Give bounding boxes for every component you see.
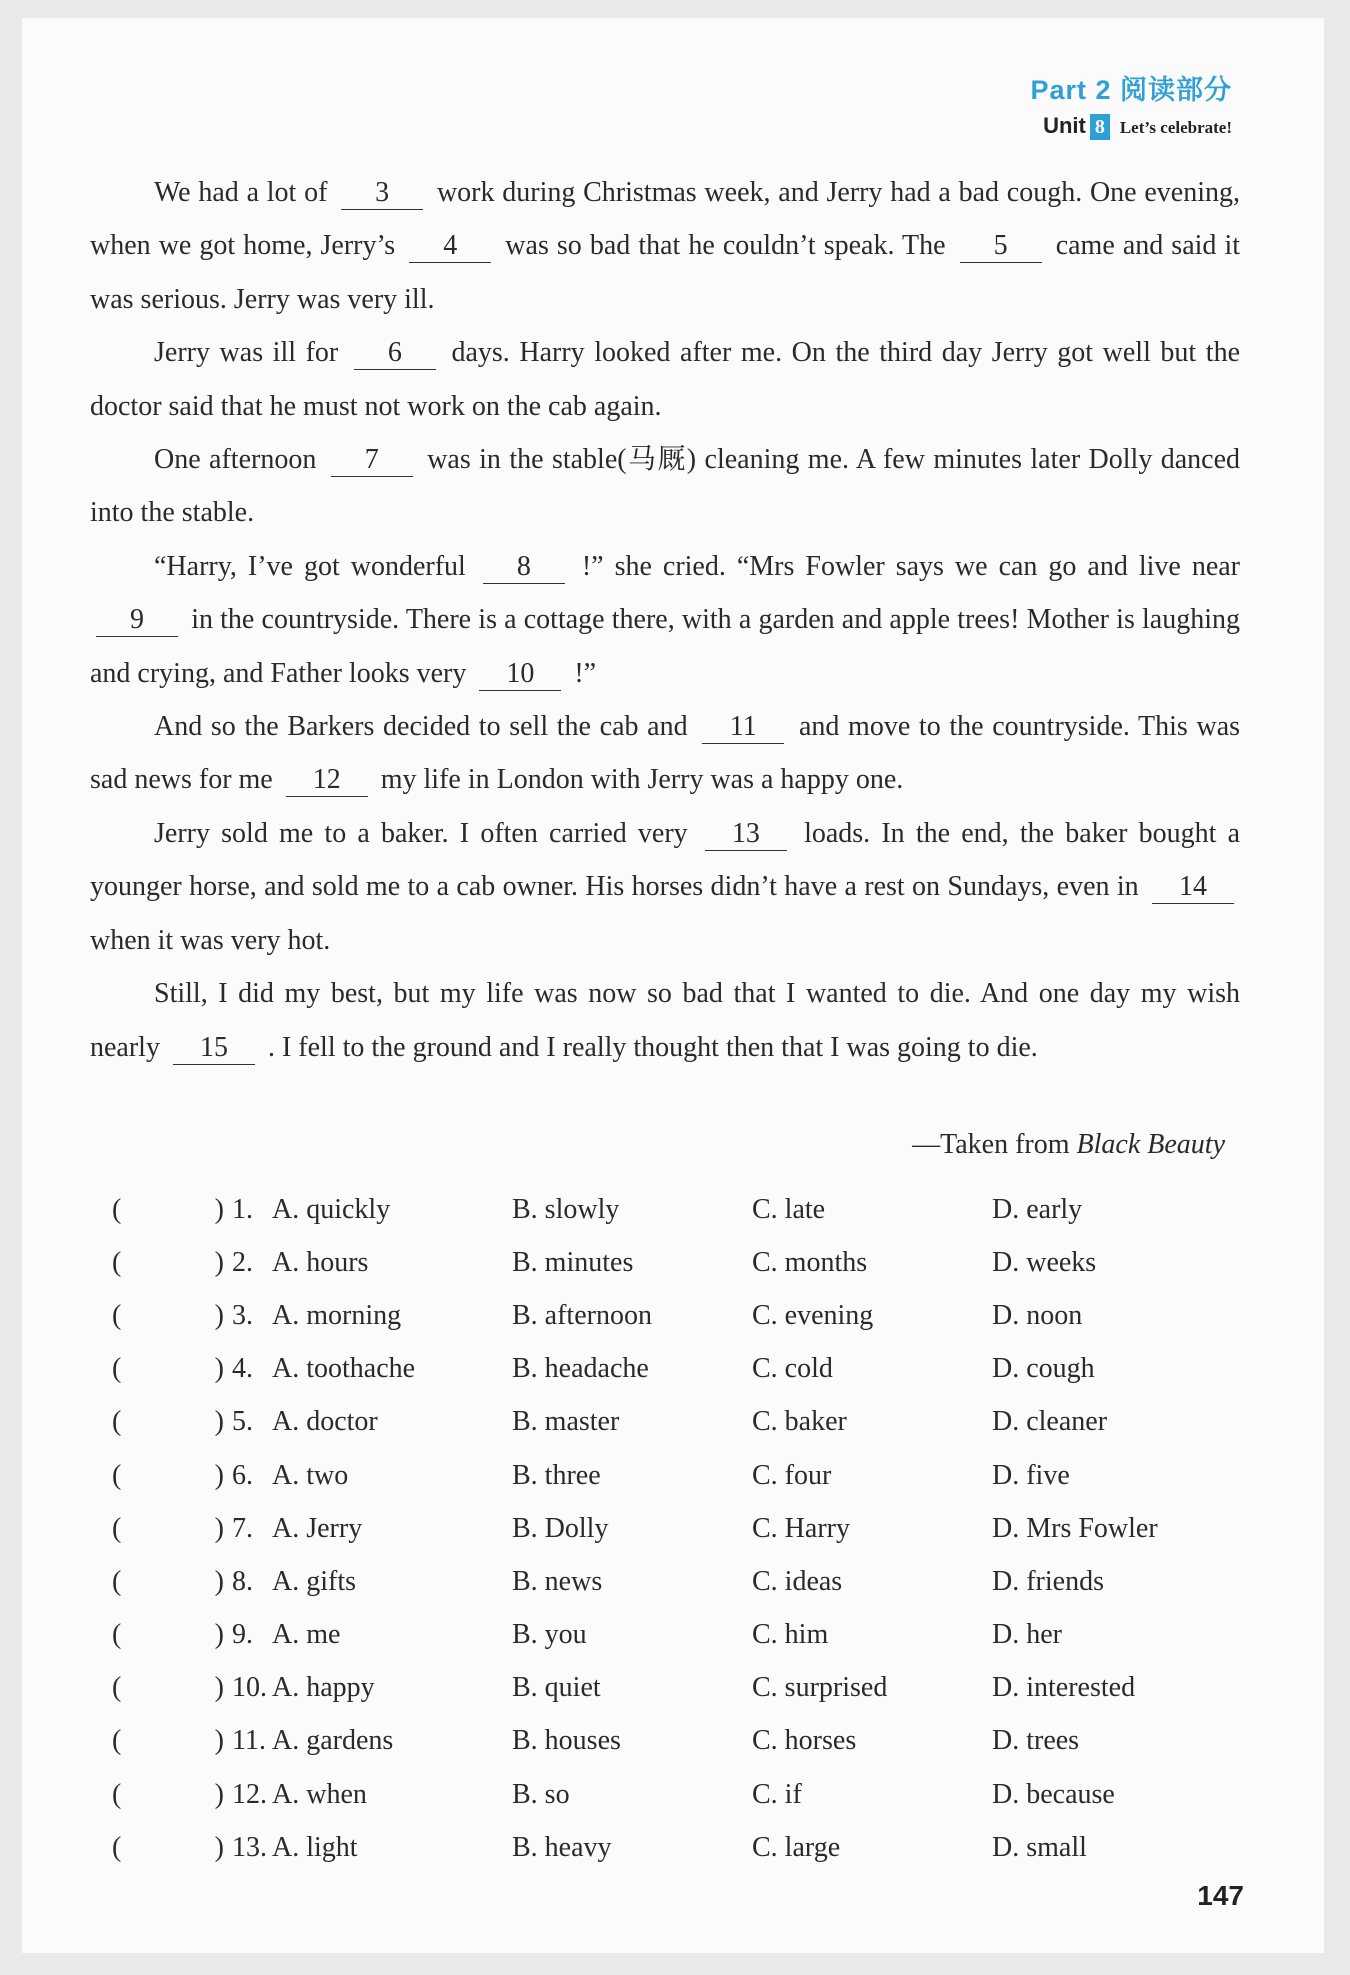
option-a: A. two bbox=[272, 1459, 349, 1491]
option-a: A. gifts bbox=[272, 1565, 356, 1597]
option-d: D. because bbox=[992, 1778, 1115, 1810]
option-b: B. minutes bbox=[512, 1246, 634, 1278]
unit-number-badge: 8 bbox=[1090, 114, 1110, 140]
question-number: 8. bbox=[232, 1565, 253, 1597]
source-prefix: —Taken from bbox=[912, 1129, 1070, 1160]
answer-blank: 14 bbox=[1152, 871, 1234, 904]
option-c: C. surprised bbox=[752, 1672, 888, 1704]
passage-text: days. Harry looked after me. On the third day Jerry got well but the doctor said that he must not work on the cab again. bbox=[90, 337, 1241, 422]
option-d: D. friends bbox=[992, 1565, 1104, 1597]
passage-text: and move to the countryside. This was sad news for me bbox=[90, 711, 1241, 796]
option-c: C. four bbox=[752, 1459, 832, 1491]
question-number: 2. bbox=[232, 1246, 253, 1278]
option-a: A. when bbox=[272, 1778, 367, 1810]
option-b: B. master bbox=[512, 1406, 620, 1438]
passage-paragraph bbox=[90, 540, 1240, 700]
passage-text: “Harry, I’ve got wonderful bbox=[154, 550, 466, 582]
question-row bbox=[112, 1396, 1252, 1449]
answer-bracket[interactable]: ( ) bbox=[112, 1725, 224, 1757]
reading-passage bbox=[90, 166, 1240, 1074]
passage-text: came and said it was serious. Jerry was very ill. bbox=[90, 230, 1241, 315]
answer-blank: 6 bbox=[354, 337, 436, 370]
question-row bbox=[112, 1183, 1252, 1236]
passage-text: Jerry sold me to a baker. I often carried very bbox=[154, 817, 688, 849]
question-number: 1. bbox=[232, 1193, 253, 1225]
option-a: A. morning bbox=[272, 1299, 402, 1331]
answer-bracket[interactable]: ( ) bbox=[112, 1565, 224, 1597]
question-row bbox=[112, 1662, 1252, 1715]
answer-bracket[interactable]: ( ) bbox=[112, 1619, 224, 1651]
unit-title: Let’s celebrate! bbox=[1119, 118, 1232, 137]
question-number: 4. bbox=[232, 1353, 253, 1385]
passage-text: Jerry was ill for bbox=[154, 337, 339, 369]
answer-blank: 7 bbox=[331, 444, 413, 477]
option-a: A. Jerry bbox=[272, 1512, 363, 1544]
question-number: 12. bbox=[232, 1778, 267, 1810]
question-row bbox=[112, 1343, 1252, 1396]
option-d: D. early bbox=[992, 1193, 1083, 1225]
option-b: B. houses bbox=[512, 1725, 621, 1757]
part-title: Part 2 阅读部分 bbox=[1030, 75, 1232, 105]
option-d: D. small bbox=[992, 1831, 1087, 1863]
option-a: A. happy bbox=[272, 1672, 375, 1704]
answer-bracket[interactable]: ( ) bbox=[112, 1353, 224, 1385]
option-b: B. you bbox=[512, 1619, 587, 1651]
answer-bracket[interactable]: ( ) bbox=[112, 1672, 224, 1704]
question-row bbox=[112, 1768, 1252, 1821]
option-a: A. quickly bbox=[272, 1193, 391, 1225]
question-number: 10. bbox=[232, 1672, 267, 1704]
option-d: D. interested bbox=[992, 1672, 1136, 1704]
question-row bbox=[112, 1236, 1252, 1289]
option-b: B. slowly bbox=[512, 1193, 620, 1225]
page-header bbox=[1030, 68, 1232, 140]
option-c: C. months bbox=[752, 1246, 868, 1278]
answer-blank: 10 bbox=[479, 658, 561, 691]
answer-blank: 9 bbox=[96, 604, 178, 637]
question-number: 9. bbox=[232, 1619, 253, 1651]
passage-paragraph bbox=[90, 433, 1240, 540]
answer-blank: 5 bbox=[960, 230, 1042, 263]
unit-label: Unit bbox=[1043, 113, 1086, 138]
passage-paragraph bbox=[90, 326, 1240, 433]
passage-source bbox=[912, 1129, 1225, 1161]
option-c: C. large bbox=[752, 1831, 841, 1863]
option-d: D. cough bbox=[992, 1353, 1095, 1385]
answer-bracket[interactable]: ( ) bbox=[112, 1406, 224, 1438]
passage-text: was in the stable(马厩) cleaning me. A few minutes later Dolly danced into the stable. bbox=[90, 444, 1241, 529]
passage-text: in the countryside. There is a cottage there, with a garden and apple trees! Mother is laughing and crying, and Father looks very bbox=[90, 604, 1241, 689]
question-row bbox=[112, 1289, 1252, 1342]
option-c: C. baker bbox=[752, 1406, 847, 1438]
answer-blank: 12 bbox=[286, 764, 368, 797]
passage-paragraph bbox=[90, 967, 1240, 1074]
option-c: C. him bbox=[752, 1619, 829, 1651]
question-number: 11. bbox=[232, 1725, 266, 1757]
answer-bracket[interactable]: ( ) bbox=[112, 1778, 224, 1810]
answer-blank: 11 bbox=[702, 711, 784, 744]
passage-paragraph bbox=[90, 700, 1240, 807]
question-row bbox=[112, 1609, 1252, 1662]
passage-text: my life in London with Jerry was a happy one. bbox=[380, 764, 904, 796]
answer-blank: 13 bbox=[705, 818, 787, 851]
option-b: B. so bbox=[512, 1778, 570, 1810]
passage-text: !” she cried. “Mrs Fowler says we can go and live near bbox=[581, 550, 1240, 582]
option-c: C. ideas bbox=[752, 1565, 843, 1597]
answer-blank: 3 bbox=[341, 177, 423, 210]
question-number: 6. bbox=[232, 1459, 253, 1491]
passage-text: One afternoon bbox=[154, 444, 317, 476]
option-b: B. news bbox=[512, 1565, 603, 1597]
question-number: 7. bbox=[232, 1512, 253, 1544]
option-c: C. cold bbox=[752, 1353, 833, 1385]
passage-text: !” bbox=[574, 657, 597, 689]
question-row bbox=[112, 1821, 1252, 1874]
answer-blank: 4 bbox=[409, 230, 491, 263]
option-a: A. gardens bbox=[272, 1725, 394, 1757]
question-row bbox=[112, 1715, 1252, 1768]
question-number: 13. bbox=[232, 1831, 267, 1863]
option-d: D. cleaner bbox=[992, 1406, 1108, 1438]
passage-text: was so bad that he couldn’t speak. The bbox=[505, 230, 946, 262]
option-c: C. horses bbox=[752, 1725, 857, 1757]
option-c: C. if bbox=[752, 1778, 802, 1810]
answer-bracket[interactable]: ( ) bbox=[112, 1831, 224, 1863]
answer-blank: 15 bbox=[173, 1032, 255, 1065]
option-d: D. weeks bbox=[992, 1246, 1097, 1278]
option-a: A. hours bbox=[272, 1246, 369, 1278]
option-c: C. Harry bbox=[752, 1512, 850, 1544]
answer-bracket[interactable]: ( ) bbox=[112, 1512, 224, 1544]
option-c: C. late bbox=[752, 1193, 826, 1225]
option-b: B. three bbox=[512, 1459, 601, 1491]
unit-line bbox=[1030, 113, 1232, 140]
answer-bracket[interactable]: ( ) bbox=[112, 1246, 224, 1278]
question-options bbox=[112, 1183, 1252, 1874]
question-number: 3. bbox=[232, 1299, 253, 1331]
option-c: C. evening bbox=[752, 1299, 874, 1331]
option-b: B. headache bbox=[512, 1353, 649, 1385]
option-d: D. her bbox=[992, 1619, 1062, 1651]
option-a: A. doctor bbox=[272, 1406, 378, 1438]
option-a: A. light bbox=[272, 1831, 358, 1863]
option-b: B. afternoon bbox=[512, 1299, 652, 1331]
source-book-title: Black Beauty bbox=[1076, 1129, 1225, 1160]
question-row bbox=[112, 1449, 1252, 1502]
passage-text: loads. In the end, the baker bought a younger horse, and sold me to a cab owner. His horses didn’t have a rest on Sundays, even in bbox=[90, 817, 1241, 903]
passage-text: when it was very hot. bbox=[90, 924, 331, 956]
option-d: D. Mrs Fowler bbox=[992, 1512, 1158, 1544]
passage-text: And so the Barkers decided to sell the cab and bbox=[154, 711, 688, 743]
option-b: B. Dolly bbox=[512, 1512, 609, 1544]
passage-paragraph bbox=[90, 807, 1240, 967]
page-number: 147 bbox=[1197, 1880, 1244, 1911]
option-a: A. toothache bbox=[272, 1353, 416, 1385]
answer-bracket[interactable]: ( ) bbox=[112, 1299, 224, 1331]
option-d: D. five bbox=[992, 1459, 1070, 1491]
passage-text: Still, I did my best, but my life was now so bad that I wanted to die. And one day my wish nearly bbox=[90, 978, 1240, 1063]
passage-text: . I fell to the ground and I really thought then that I was going to die. bbox=[267, 1031, 1038, 1063]
option-a: A. me bbox=[272, 1619, 341, 1651]
answer-blank: 8 bbox=[483, 551, 565, 584]
option-d: D. noon bbox=[992, 1299, 1083, 1331]
option-b: B. heavy bbox=[512, 1831, 612, 1863]
answer-bracket[interactable]: ( ) bbox=[112, 1193, 224, 1225]
question-row bbox=[112, 1555, 1252, 1608]
passage-text: work during Christmas week, and Jerry had a bad cough. One evening, when we got home, Jerry’s bbox=[90, 177, 1240, 262]
passage-paragraph bbox=[90, 166, 1240, 326]
question-number: 5. bbox=[232, 1406, 253, 1438]
option-b: B. quiet bbox=[512, 1672, 601, 1704]
passage-text: We had a lot of bbox=[154, 177, 328, 208]
workbook-page bbox=[22, 18, 1324, 1953]
option-d: D. trees bbox=[992, 1725, 1080, 1757]
answer-bracket[interactable]: ( ) bbox=[112, 1459, 224, 1491]
question-row bbox=[112, 1502, 1252, 1555]
